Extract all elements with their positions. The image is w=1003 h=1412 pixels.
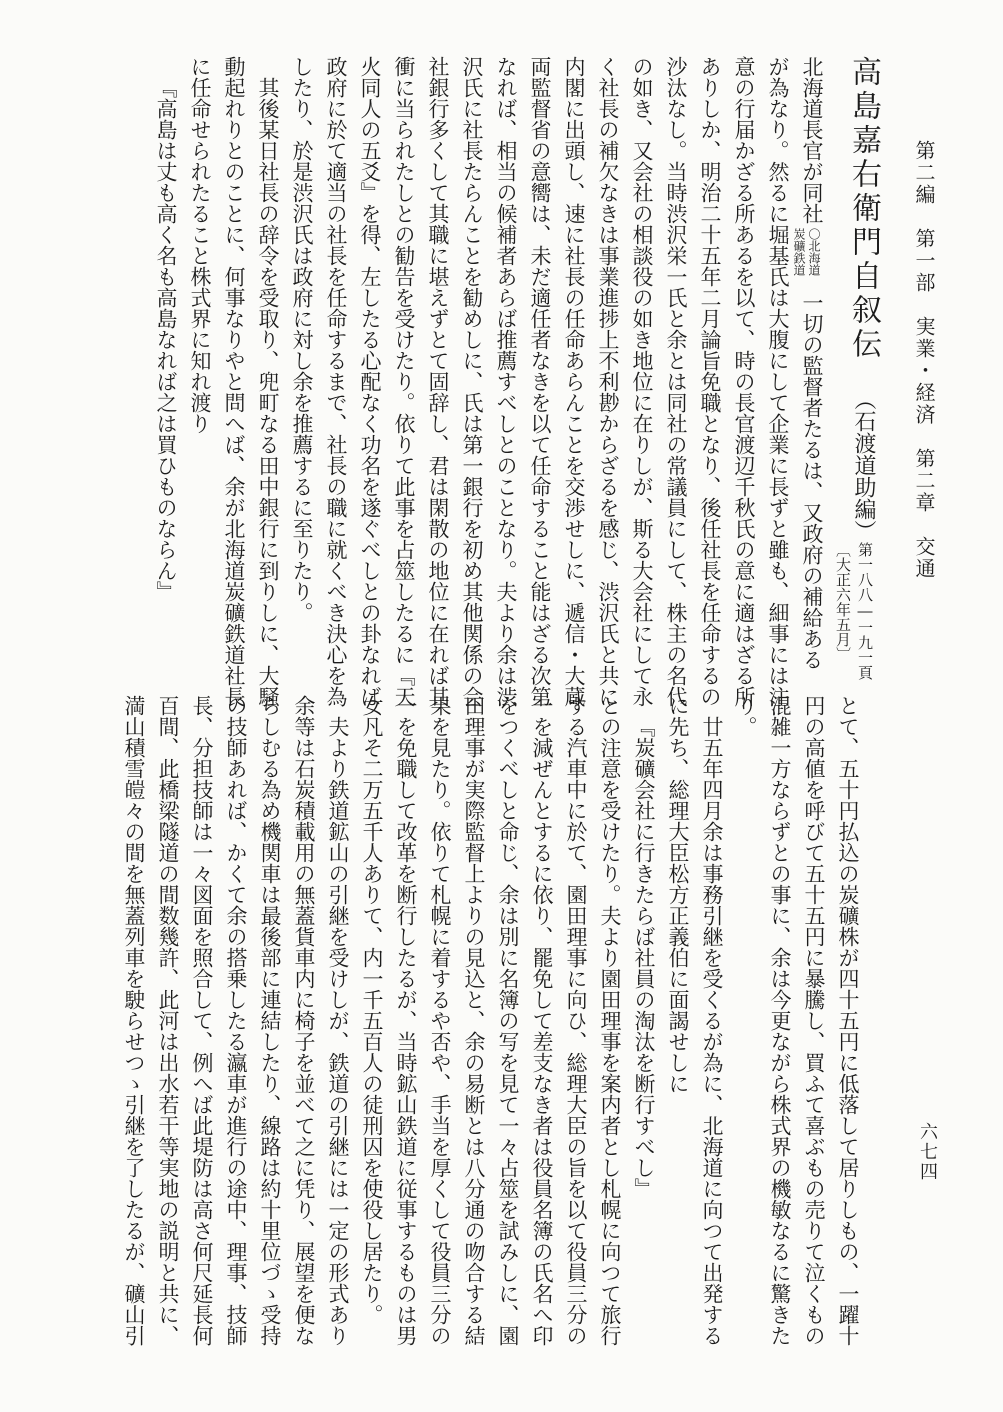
text-column: 廿五年四月余は事務引継を受くるが為に、北海道に向つて出発する <box>700 716 724 1346</box>
text-column: 果を見たり。依りて札幌に着するや否や、手当を厚くして役員三分の <box>428 695 452 1346</box>
text-column: 両監督省の意嚮は、未だ適任者なきを以て任命すること能はざる次第 <box>528 56 552 707</box>
text-column: したり、於是渋沢氏は政府に対し余を推薦するに至りたり。 <box>290 56 314 623</box>
text-column: 一切の監督者たるは、又政府の補給ある <box>800 292 824 670</box>
text-column: の如き、又会社の相談役の如き地位に在りしが、斯る大会社にして永 <box>630 56 654 707</box>
text-column: に任命せられたること株式界に知れ渡り <box>188 56 212 434</box>
text-column: 動起れりとのことに、何事なりやと問へば、余が北海道炭礦鉄道社長 <box>222 56 246 707</box>
text-column: する汽車中に於て、園田理事に向ひ、総理大臣の旨を以て役員三分の <box>564 695 588 1346</box>
text-column: 政府に於て適当の社長を任命するまで、社長の職に就くべき決心を為 <box>324 56 348 707</box>
source-date: 〔大正六年五月〕 <box>834 542 852 662</box>
text-column: 沢氏に社長たらんことを勧めしに、氏は第一銀行を初め其他関係の会 <box>460 56 484 707</box>
page-title: 高島嘉右衛門自叙伝 <box>846 56 881 362</box>
text-column: 沙汰なし。当時渋沢栄一氏と余とは同社の常議員にして、株主の名代 <box>664 56 688 707</box>
text-column: の技師あれば、かくて余の搭乗したる瀛車が進行の途中、理事、技師 <box>224 695 248 1346</box>
text-column: に先ち、総理大臣松方正義伯に面謁せしに <box>666 695 690 1094</box>
running-head: 第二編 第一部 実業・経済 第二章 交通 <box>912 140 936 580</box>
text-column: が為なり。然るに堀基氏は大腹にして企業に長ずと雖も、細事には注 <box>766 56 790 707</box>
text-column: 百間、此橋梁隧道の間数幾許、此河は出水若干等実地の説明と共に、 <box>156 695 180 1346</box>
text-column: 長、分担技師は一々図面を照合して、例へば此堤防は高さ何尺延長何 <box>190 695 214 1346</box>
text-column: 意の行届かざる所あるを以て、時の長官渡辺千秋氏の意に適はざる所 <box>732 56 756 707</box>
text-column: 北海道長官が同社 <box>800 56 824 224</box>
text-column: 田理事が実際監督上よりの見込と、余の易断とは八分通の吻合する結 <box>462 695 486 1346</box>
text-column: 内閣に出頭し、速に社長の任命あらんことを交渉せしに、遞信・大蔵 <box>562 56 586 707</box>
text-column: との注意を受けたり。夫より園田理事を案内者とし札幌に向つて旅行 <box>598 695 622 1346</box>
text-column: く社長の補欠なきは事業進捗上不利尠からざるを感じ、渋沢氏と共に <box>596 56 620 707</box>
inline-note-line: 炭礦鉄道 <box>792 228 806 276</box>
text-column: 一を減ぜんとするに依り、罷免して差支なき者は役員名簿の氏名へ印 <box>530 695 554 1346</box>
text-column: 混雑一方ならずとの事に、余は今更ながら株式界の機敏なるに驚きた <box>768 695 792 1346</box>
text-column: 『高島は丈も高く名も高島なれば之は買ひものならん』 <box>154 77 178 602</box>
text-column: 満山積雪皚々の間を無蓋列車を駛らせつゝ引継を了したるが、礦山引 <box>122 695 146 1346</box>
text-column: とて、五十円払込の炭礦株が四十五円に低落して居りしもの、一躍十 <box>836 695 860 1346</box>
text-column: 女凡そ二万五千人ありて、内一千五百人の徒刑囚を使役し居たり。 <box>360 695 384 1325</box>
text-column: 余等は石炭積載用の無蓋貨車内に椅子を並べて之に凭り、展望を便な <box>292 695 316 1346</box>
text-column: り。 <box>734 695 758 737</box>
text-column: らしむる為め機関車は最後部に連結したり、線路は約十里位づゝ受持 <box>258 695 282 1346</box>
source-reference <box>828 542 872 692</box>
text-column: 一を免職して改革を断行したるが、当時鉱山鉄道に従事するものは男 <box>394 695 418 1346</box>
page-number: 六七四 <box>917 1122 938 1182</box>
text-column: 円の高値を呼びて五十五円に暴騰し、買ふて喜ぶもの売りて泣くもの <box>802 695 826 1346</box>
text-column: 其後某日社長の辞令を受取り、兜町なる田中銀行に到りしに、大騒 <box>256 77 280 707</box>
text-column: 社銀行多くして其職に堪えずとて固辞し、君は閑散の地位に在れば其 <box>426 56 450 707</box>
text-column: をつくべしと命じ、余は別に名簿の写を見て一々占筮を試みしに、園 <box>496 695 520 1346</box>
text-column: 夫より鉄道鉱山の引継を受けしが、鉄道の引継には一定の形式あり <box>326 716 350 1346</box>
text-column: 『炭礦会社に行きたらば社員の淘汰を断行すべし』 <box>632 716 656 1199</box>
source-page-range: 第一八八―一九一頁 <box>856 542 874 680</box>
text-column: 火同人の五爻』を得、左したる心配なく功名を遂ぐべしとの卦なれば <box>358 56 382 707</box>
text-column: なれば、相当の候補者あらば推薦すべしとのことなり。夫より余は渋 <box>494 56 518 707</box>
editor-credit: （石渡道助編） <box>851 388 876 542</box>
text-column: 衝に当られたしとの勧告を受けたり。依りて此事を占筮したるに『天 <box>392 56 416 707</box>
text-column: ありしか、明治二十五年二月論旨免職となり、後任社長を任命するの <box>698 56 722 707</box>
inline-note <box>791 228 820 288</box>
inline-note-line: 〇北海道 <box>807 228 821 276</box>
